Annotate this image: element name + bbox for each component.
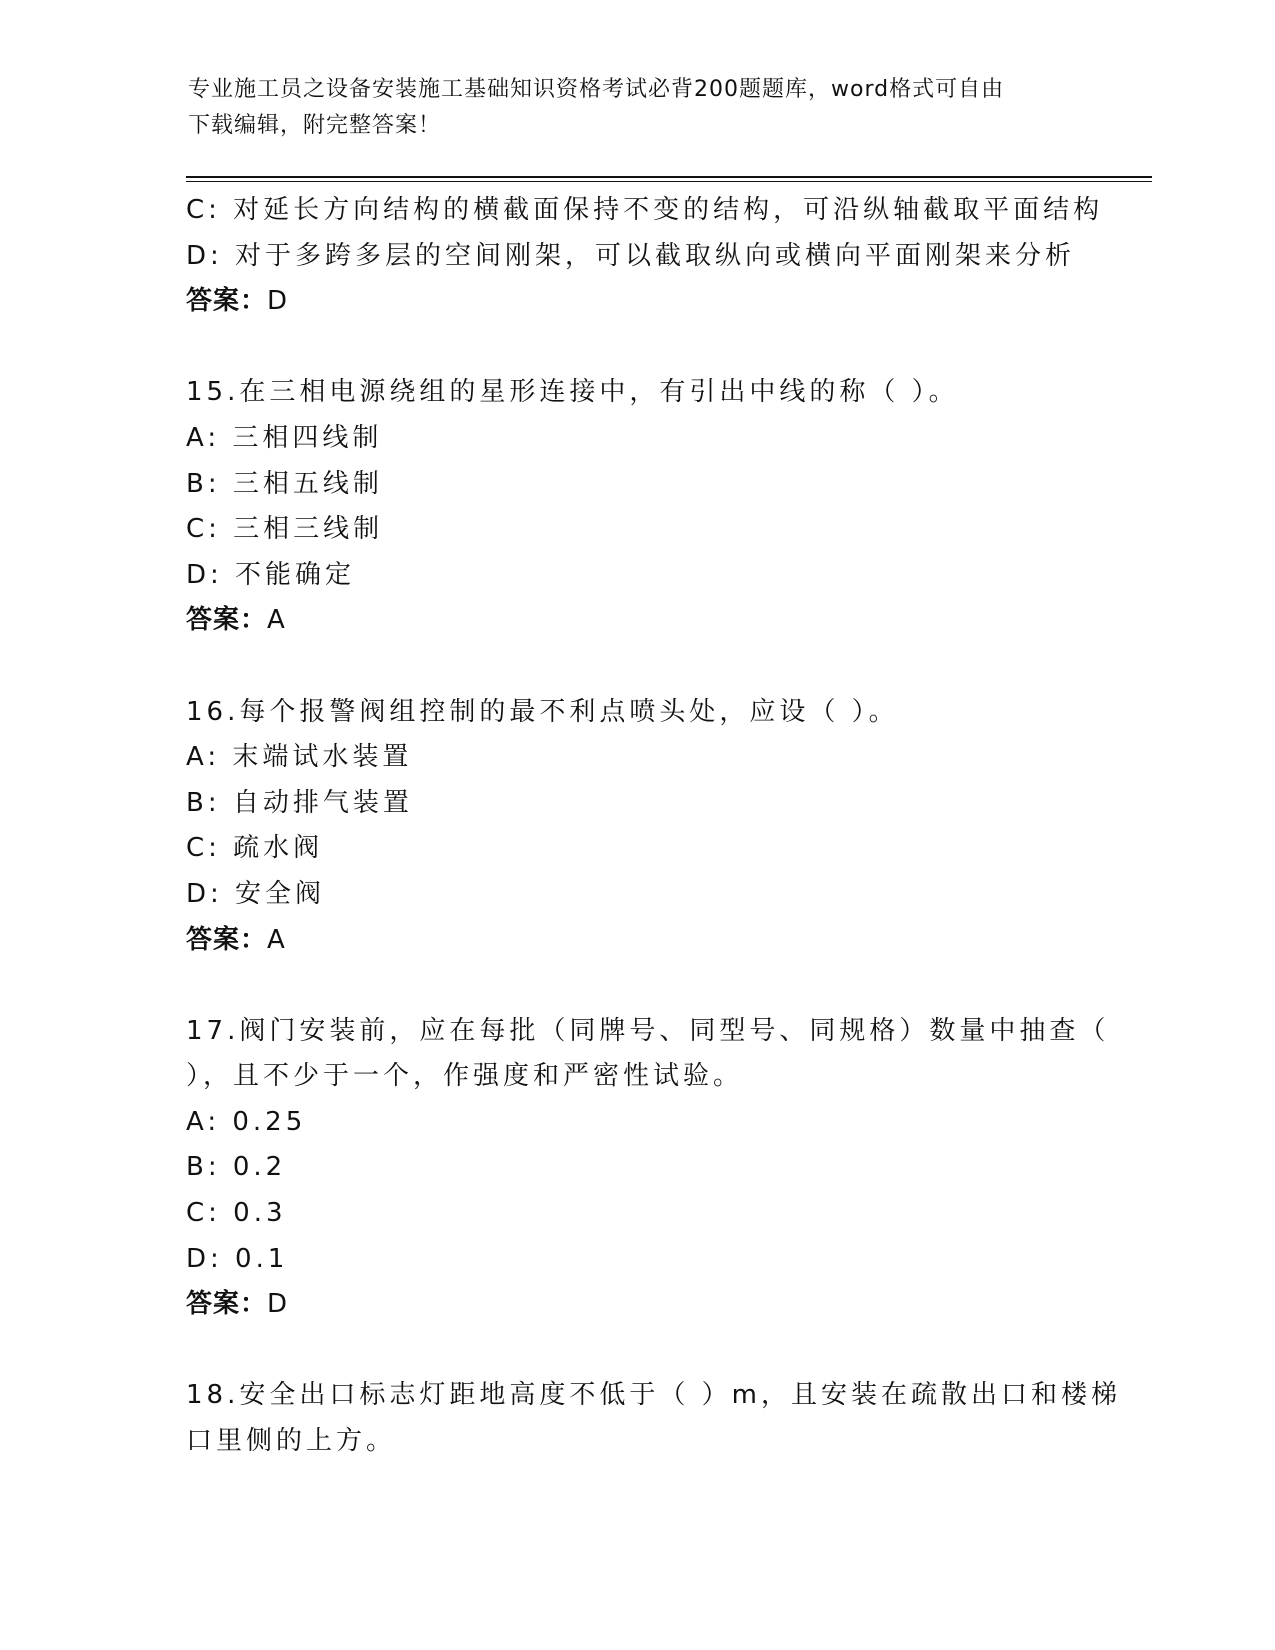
header-title-line2: 下载编辑，附完整答案！ bbox=[188, 113, 442, 138]
answer-label: 答案： bbox=[186, 924, 268, 955]
header-divider-thick bbox=[186, 176, 1152, 178]
question-text-line2: ），且不少于一个，作强度和严密性试验。 bbox=[186, 1061, 744, 1092]
question-16 bbox=[186, 690, 1086, 964]
answer-label: 答案： bbox=[186, 286, 268, 317]
question-14-continued bbox=[186, 188, 1104, 325]
option-c: C: 对延长方向结构的横截面保持不变的结构，可沿纵轴截取平面结构 bbox=[186, 195, 1104, 225]
document-header bbox=[188, 72, 1068, 144]
question-text-line2: 口里侧的上方。 bbox=[186, 1426, 397, 1457]
header-divider-thin bbox=[186, 181, 1152, 182]
question-text: 15.在三相电源绕组的星形连接中，有引出中线的称（ ）。 bbox=[186, 377, 959, 408]
option-b: B: 自动排气装置 bbox=[186, 787, 413, 818]
option-a: A: 三相四线制 bbox=[186, 422, 383, 453]
answer-line bbox=[186, 598, 1086, 644]
option-a: A: 末端试水装置 bbox=[186, 742, 413, 773]
question-15 bbox=[186, 370, 1086, 644]
option-d: D: 安全阀 bbox=[186, 878, 326, 909]
question-text: 16.每个报警阀组控制的最不利点喷头处，应设（ ）。 bbox=[186, 696, 899, 727]
option-b: B: 0.2 bbox=[186, 1152, 287, 1183]
answer-line bbox=[186, 1282, 1086, 1328]
header-title-line1: 专业施工员之设备安装施工基础知识资格考试必背200题题库，word格式可自由 bbox=[188, 77, 1005, 102]
answer-line bbox=[186, 918, 1086, 964]
option-c: C: 疏水阀 bbox=[186, 833, 324, 864]
answer-value: A bbox=[267, 924, 286, 955]
answer-label: 答案： bbox=[186, 1289, 268, 1320]
option-d: D: 不能确定 bbox=[186, 559, 356, 590]
question-17 bbox=[186, 1009, 1110, 1328]
option-c: C: 三相三线制 bbox=[186, 514, 384, 545]
answer-value: A bbox=[267, 605, 286, 636]
question-text-line1: 17.阀门安装前，应在每批（同牌号、同型号、同规格）数量中抽查（ bbox=[186, 1015, 1110, 1046]
option-d: D: 对于多跨多层的空间刚架，可以截取纵向或横向平面刚架来分析 bbox=[186, 240, 1076, 271]
answer-line bbox=[186, 279, 1086, 325]
option-a: A: 0.25 bbox=[186, 1106, 307, 1137]
answer-value: D bbox=[267, 286, 289, 317]
answer-label: 答案： bbox=[186, 605, 268, 636]
question-text-line1: 18.安全出口标志灯距地高度不低于（ ）m，且安装在疏散出口和楼梯 bbox=[186, 1380, 1121, 1411]
option-d: D: 0.1 bbox=[186, 1243, 289, 1274]
question-list bbox=[186, 188, 1121, 1465]
question-18 bbox=[186, 1373, 1121, 1464]
option-c: C: 0.3 bbox=[186, 1198, 287, 1229]
answer-value: D bbox=[267, 1289, 289, 1320]
option-b: B: 三相五线制 bbox=[186, 468, 383, 499]
